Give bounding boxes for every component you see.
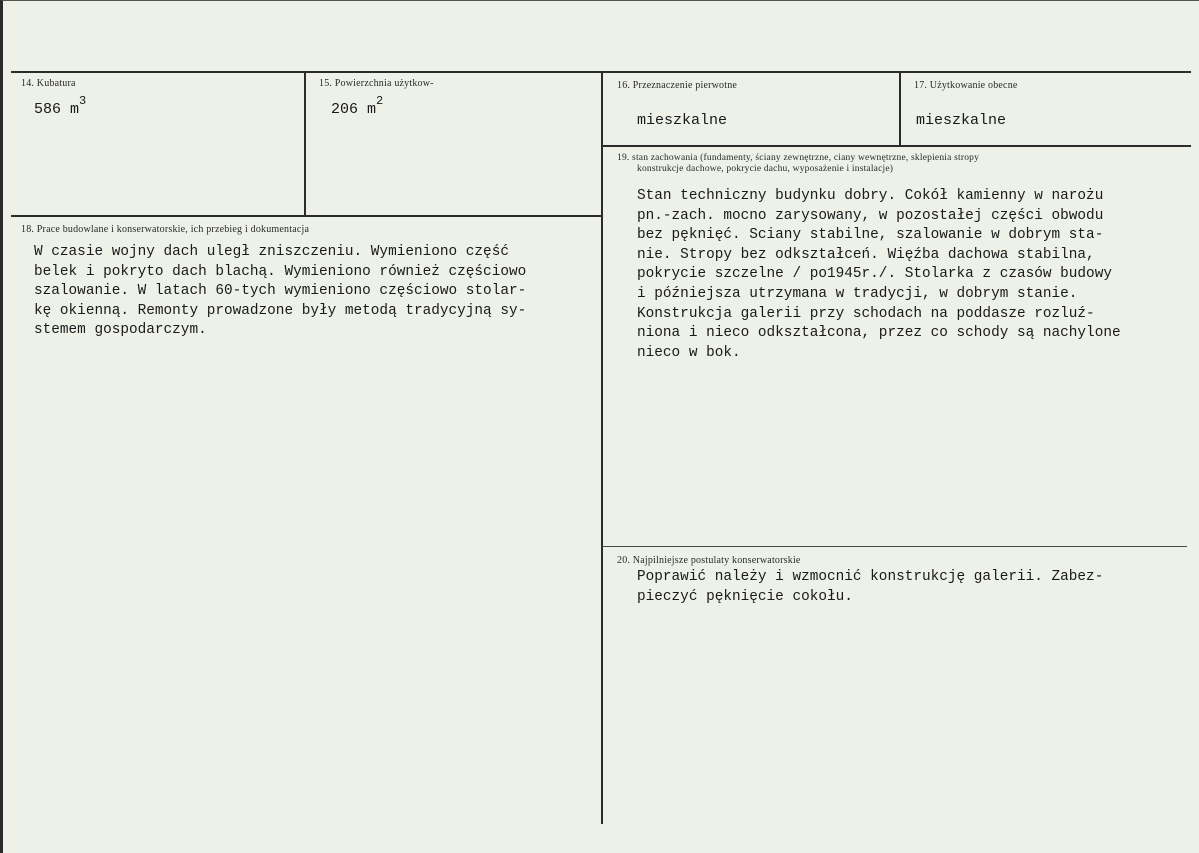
stan-zachowania-label (617, 153, 979, 175)
stan-line: nieco w bok. (637, 344, 741, 361)
prace-line: W czasie wojny dach uległ zniszczeniu. Wymieniono część (34, 244, 509, 260)
prace-line: stemem gospodarczym. (34, 322, 207, 339)
uzytkowanie-label: 17. Użytkowanie obecne (914, 80, 1018, 91)
stan-label-line: konstrukcje dachowe, pokrycie dachu, wyposażenie i instalacje) (637, 164, 894, 174)
stan-line: nie. Stropy bez odkształceń. Więźba dachowa stabilna, (637, 246, 1095, 263)
stan-label-line: 19. stan zachowania (fundamenty, ściany zewnętrzne, ciany wewnętrzne, sklepienia stropy (617, 153, 980, 163)
przeznaczenie-value: mieszkalne (637, 112, 728, 129)
stan-line: pn.-zach. mocno zarysowany, w pozostałej części obwodu (637, 207, 1104, 224)
prace-line: belek i pokryto dach blachą. Wymieniono również częściowo (34, 263, 527, 280)
postulaty-label: 20. Najpilniejsze postulaty konserwatorskie (617, 555, 801, 566)
powierzchnia-value (331, 94, 384, 118)
stan-line: pokrycie szczelne / po1945r./. Stolarka z czasów budowy (637, 266, 1112, 283)
kubatura-exponent: 3 (79, 94, 87, 108)
prace-line: szalowanie. W latach 60-tych wymieniono częściowo stolar- (34, 283, 527, 300)
stan-line: bez pęknięć. Sciany stabilne, szalowanie w dobrym sta- (637, 227, 1104, 244)
przeznaczenie-label: 16. Przeznaczenie pierwotne (617, 80, 738, 91)
kubatura-label: 14. Kubatura (21, 78, 76, 89)
stan-line: niona i nieco odkształcona, przez co schody są nachylone (637, 325, 1121, 342)
postulaty-text (637, 568, 1103, 607)
prace-budowlane-label: 18. Prace budowlane i konserwatorskie, ich przebieg i dokumentacja (21, 224, 310, 235)
divider-14-15 (304, 72, 306, 216)
postulaty-line: Poprawić należy i wzmocnić konstrukcję galerii. Zabez- (637, 569, 1104, 585)
powierzchnia-exponent: 2 (376, 94, 384, 108)
stan-line: Stan techniczny budynku dobry. Cokół kamienny w narożu (637, 188, 1104, 204)
uzytkowanie-value: mieszkalne (916, 112, 1007, 129)
stan-line: Konstrukcja galerii przy schodach na poddasze rozluź- (637, 305, 1095, 322)
center-divider (601, 72, 603, 824)
rule-above-20 (602, 546, 1187, 547)
powierzchnia-number: 206 m (331, 101, 377, 118)
postulaty-line: pieczyć pęknięcie cokołu. (637, 588, 853, 605)
prace-budowlane-text (34, 243, 526, 341)
rule-under-14-15 (11, 215, 602, 217)
kubatura-value (34, 94, 87, 118)
divider-16-17 (899, 72, 901, 146)
stan-zachowania-text (637, 187, 1121, 363)
powierzchnia-label: 15. Powierzchnia użytkow- (319, 78, 434, 89)
prace-line: kę okienną. Remonty prowadzone były metodą tradycyjną sy- (34, 302, 527, 319)
rule-under-16-17 (602, 145, 1191, 147)
kubatura-number: 586 m (34, 101, 80, 118)
stan-line: i późniejsza utrzymana w tradycji, w dobrym stanie. (637, 285, 1078, 302)
